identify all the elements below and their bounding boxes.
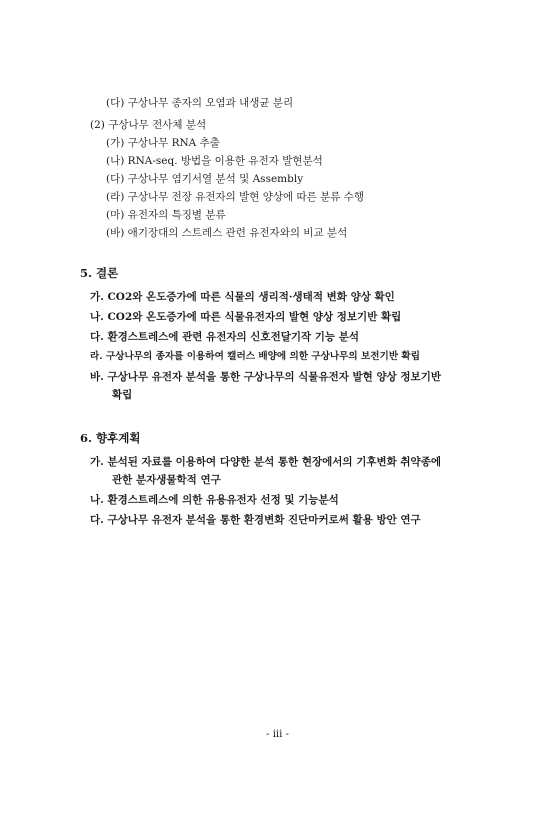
list-item: (가) 구상나무 RNA 추출 — [106, 137, 220, 149]
plan-item: 다. 구상나무 유전자 분석을 통한 환경변화 진단마커로써 활용 방안 연구 — [90, 514, 421, 526]
subsection-title: (2) 구상나무 전사체 분석 — [90, 119, 207, 131]
section-heading-conclusion: 5. 결론 — [80, 266, 119, 280]
list-item: (마) 유전자의 특징별 분류 — [106, 209, 226, 221]
page-number: - iii - — [266, 729, 289, 740]
conclusion-item: 가. CO2와 온도증가에 따른 식물의 생리적·생태적 변화 양상 확인 — [90, 291, 395, 303]
plan-item-continuation: 관한 분자생물학적 연구 — [112, 474, 221, 486]
conclusion-item: 나. CO2와 온도증가에 따른 식물유전자의 발현 양상 정보기반 확립 — [90, 311, 402, 323]
list-item: (나) RNA-seq. 방법을 이용한 유전자 발현분석 — [106, 155, 323, 167]
conclusion-item: 바. 구상나무 유전자 분석을 통한 구상나무의 식물유전자 발현 양상 정보기반 — [90, 371, 441, 383]
conclusion-item: 라. 구상나무의 종자를 이용하여 캘러스 배양에 의한 구상나무의 보전기반 확립 — [90, 351, 420, 362]
list-item: (라) 구상나무 전장 유전자의 발현 양상에 따른 분류 수행 — [106, 191, 365, 203]
list-item: (다) 구상나무 염기서열 분석 및 Assembly — [106, 173, 304, 185]
section-heading-future-plan: 6. 향후계획 — [80, 431, 141, 445]
list-item: (다) 구상나무 종자의 오염과 내생균 분리 — [106, 97, 294, 109]
conclusion-item: 다. 환경스트레스에 관련 유전자의 신호전달기작 기능 분석 — [90, 331, 360, 343]
conclusion-item-continuation: 확립 — [112, 389, 133, 401]
plan-item: 나. 환경스트레스에 의한 유용유전자 선정 및 기능분석 — [90, 494, 339, 506]
list-item: (바) 애기장대의 스트레스 관련 유전자와의 비교 분석 — [106, 227, 348, 239]
plan-item: 가. 분석된 자료를 이용하여 다양한 분석 통한 현장에서의 기후변화 취약종에 — [90, 456, 441, 468]
